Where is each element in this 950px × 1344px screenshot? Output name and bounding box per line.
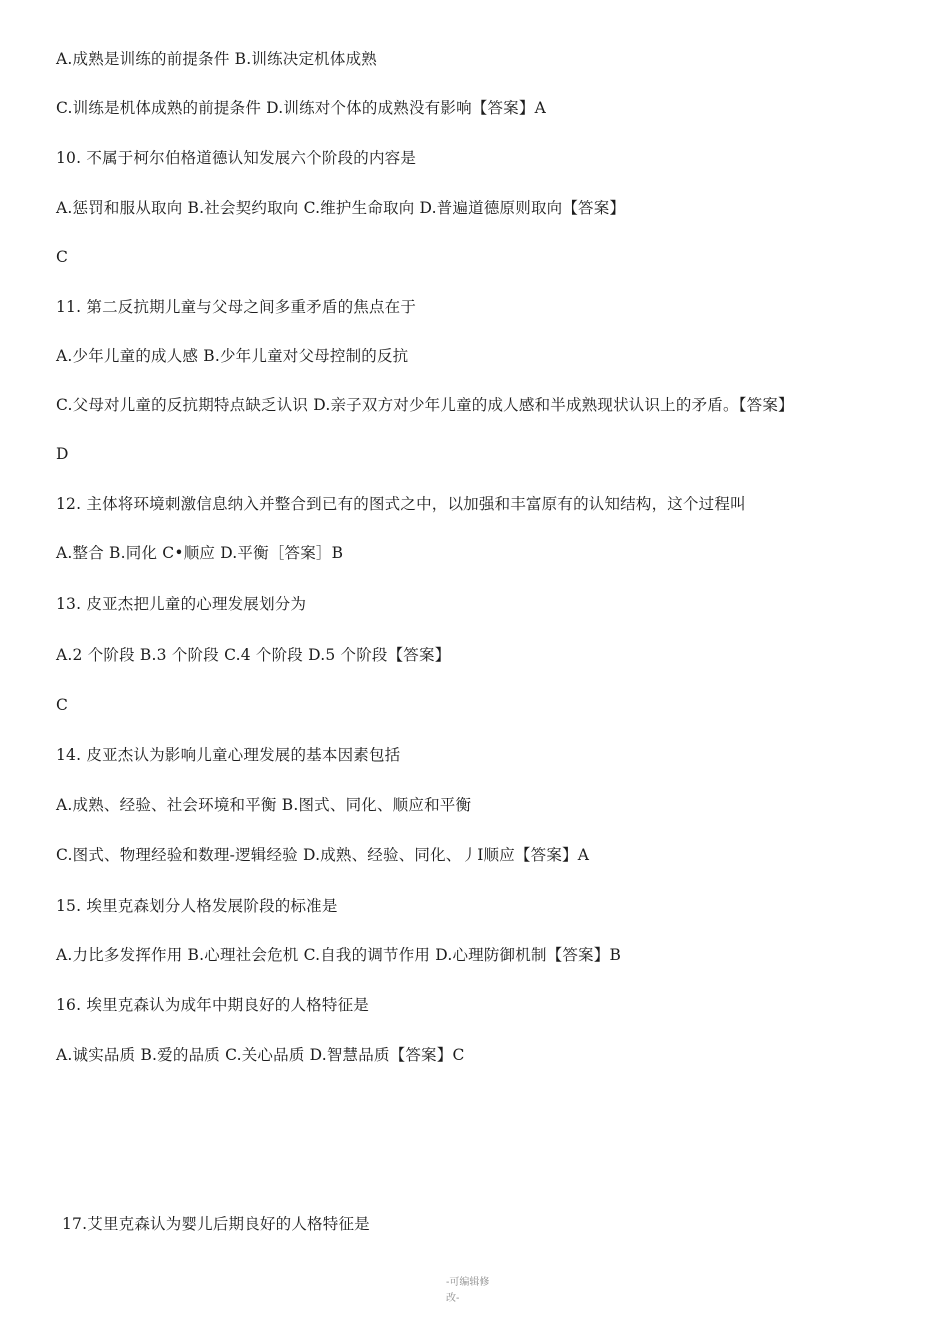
question-14: 14. 皮亚杰认为影响儿童心理发展的基本因素包括 bbox=[56, 746, 401, 764]
text-line: A.成熟是训练的前提条件 B.训练决定机体成熟 bbox=[56, 50, 377, 68]
answer-line: C bbox=[56, 696, 69, 714]
question-13: 13. 皮亚杰把儿童的心理发展划分为 bbox=[56, 595, 307, 613]
text-line: A.成熟、经验、社会环境和平衡 B.图式、同化、顺应和平衡 bbox=[56, 796, 472, 814]
answer-line: D bbox=[56, 445, 69, 463]
question-10: 10. 不属于柯尔伯格道德认知发展六个阶段的内容是 bbox=[56, 149, 417, 167]
text-line: A.整合 B.同化 C•顺应 D.平衡［答案］B bbox=[56, 544, 344, 562]
text-line: A.惩罚和服从取向 B.社会契约取向 C.维护生命取向 D.普遍道德原则取向【答案】 bbox=[56, 199, 626, 217]
text-line: A.诚实品质 B.爱的品质 C.关心品质 D.智慧品质【答案】C bbox=[56, 1046, 465, 1064]
question-11: 11. 第二反抗期儿童与父母之间多重矛盾的焦点在于 bbox=[56, 298, 417, 316]
question-16: 16. 埃里克森认为成年中期良好的人格特征是 bbox=[56, 996, 369, 1014]
footer-note: -可编辑修 bbox=[446, 1277, 490, 1288]
question-17: 17.艾里克森认为婴儿后期良好的人格特征是 bbox=[62, 1215, 370, 1233]
question-12: 12. 主体将环境刺激信息纳入并整合到已有的图式之中，以加强和丰富原有的认知结构，这个过程叫 bbox=[56, 495, 746, 513]
footer-note: 改- bbox=[446, 1293, 460, 1304]
text-line: A.2 个阶段 B.3 个阶段 C.4 个阶段 D.5 个阶段【答案】 bbox=[56, 646, 451, 664]
text-line: C.图式、物理经验和数理-逻辑经验 D.成熟、经验、同化、丿I顺应【答案】A bbox=[56, 846, 590, 864]
text-line: C.训练是机体成熟的前提条件 D.训练对个体的成熟没有影响【答案】A bbox=[56, 99, 546, 117]
text-line: A.少年儿童的成人感 B.少年儿童对父母控制的反抗 bbox=[56, 347, 409, 365]
text-line: A.力比多发挥作用 B.心理社会危机 C.自我的调节作用 D.心理防御机制【答案】B bbox=[56, 946, 622, 964]
answer-line: C bbox=[56, 248, 69, 266]
text-line: C.父母对儿童的反抗期特点缺乏认识 D.亲子双方对少年儿童的成人感和半成熟现状认识上的矛盾。【答案】 bbox=[56, 396, 794, 414]
question-15: 15. 埃里克森划分人格发展阶段的标准是 bbox=[56, 897, 338, 915]
